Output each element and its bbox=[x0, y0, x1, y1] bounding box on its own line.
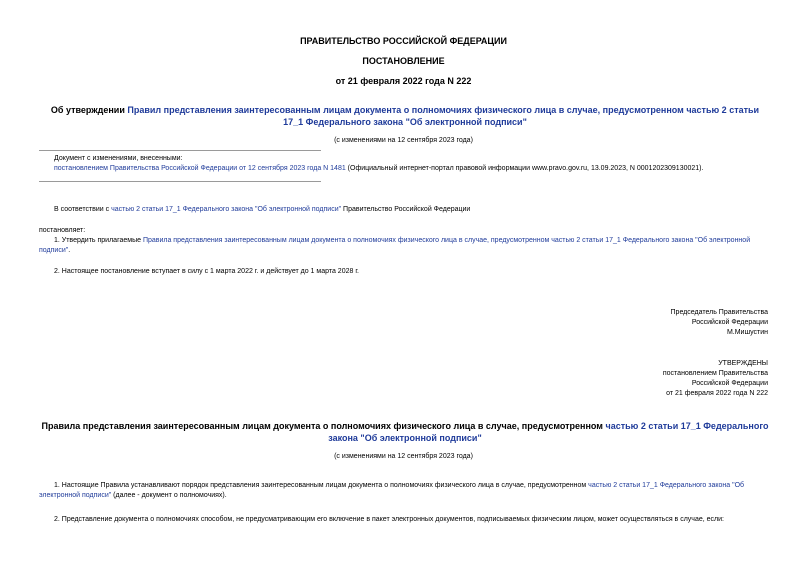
signature-government: Российской Федерации bbox=[691, 319, 768, 326]
rules-paragraph-1 bbox=[39, 481, 771, 501]
approval-government: Российской Федерации bbox=[691, 380, 768, 387]
paragraph-2: 2. Настоящее постановление вступает в силу с 1 марта 2022 г. и действует до 1 марта 2028 г. bbox=[54, 268, 359, 275]
rules-title bbox=[40, 420, 770, 444]
preamble-suffix: Правительство Российской Федерации bbox=[341, 206, 471, 213]
paragraph-1 bbox=[39, 236, 771, 256]
title-prefix: Об утверждении bbox=[50, 105, 128, 115]
document-title bbox=[40, 104, 770, 128]
approval-by: постановлением Правительства bbox=[662, 370, 768, 377]
r1-prefix: 1. Настоящие Правила устанавливают порядок представления заинтересованным лицам документа о полномочиях физического лица в случае, предусмотренном bbox=[54, 482, 589, 489]
p1-prefix: 1. Утвердить прилагаемые bbox=[54, 237, 143, 244]
government-heading: ПРАВИТЕЛЬСТВО РОССИЙСКОЙ ФЕДЕРАЦИИ bbox=[300, 36, 507, 46]
amendments-line bbox=[54, 164, 774, 174]
preamble bbox=[54, 205, 470, 215]
rules-title-prefix: Правила представления заинтересованным лицам документа о полномочиях физического лица в случае, предусмотренном bbox=[41, 421, 606, 431]
rules-paragraph-2: 2. Представление документа о полномочиях способом, не предусматривающим его включение в пакет электронных документов, подписываемых физическим лицом, может осуществляться в случае, если: bbox=[54, 516, 724, 523]
document-date-number: от 21 февраля 2022 года N 222 bbox=[335, 76, 472, 86]
r1-law-link[interactable]: частью 2 статьи 17_1 Федерального закона "Об электронной подписи" bbox=[39, 482, 745, 499]
signature-position: Председатель Правительства bbox=[670, 309, 768, 316]
preamble-law-link[interactable]: частью 2 статьи 17_1 Федерального закона "Об электронной подписи" bbox=[111, 206, 342, 213]
signature-block bbox=[671, 308, 768, 338]
p1-suffix: . bbox=[68, 247, 71, 254]
preamble-prefix: В соответствии с bbox=[54, 206, 112, 213]
r1-suffix: (далее - документ о полномочиях). bbox=[111, 492, 227, 499]
document-type: ПОСТАНОВЛЕНИЕ bbox=[362, 56, 445, 66]
approval-block bbox=[663, 359, 768, 399]
amendments-heading: Документ с изменениями, внесенными: bbox=[54, 155, 183, 162]
approval-date-number: от 21 февраля 2022 года N 222 bbox=[666, 390, 768, 397]
amendments-top-divider bbox=[39, 150, 321, 151]
rules-changes-note: (с изменениями на 12 сентября 2023 года) bbox=[334, 453, 473, 460]
signature-name: М.Мишустин bbox=[726, 329, 768, 336]
rules-title-law-link[interactable]: частью 2 статьи 17_1 Федерального закона "Об электронной подписи" bbox=[328, 421, 769, 443]
resolves-label: постановляет: bbox=[39, 227, 86, 234]
amendments-bottom-divider bbox=[39, 181, 321, 182]
approval-label: УТВЕРЖДЕНЫ bbox=[718, 360, 768, 367]
title-rules-link[interactable]: Правил представления заинтересованным лицам документа о полномочиях физического лица в случае, предусмотренном частью 2 статьи 17_1 Федерального закона "Об электронной подписи" bbox=[127, 105, 760, 127]
changes-note: (с изменениями на 12 сентября 2023 года) bbox=[334, 137, 473, 144]
amendment-source: (Официальный интернет-портал правовой информации www.pravo.gov.ru, 13.09.2023, N 0001202309130021). bbox=[345, 165, 704, 172]
amendment-link[interactable]: постановлением Правительства Российской Федерации от 12 сентября 2023 года N 1481 bbox=[54, 165, 346, 172]
p1-rules-link[interactable]: Правила представления заинтересованным лицам документа о полномочиях физического лица в случае, предусмотренном частью 2 статьи 17_1 Федерального закона "Об электронной подписи" bbox=[39, 237, 751, 254]
